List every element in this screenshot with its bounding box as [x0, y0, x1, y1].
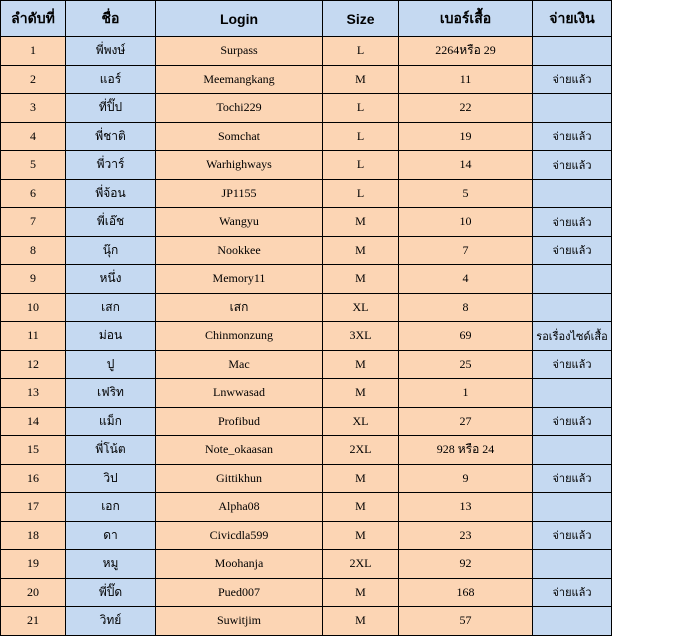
cell-name: วิป	[66, 464, 156, 493]
table-row	[1, 151, 612, 180]
cell-size: M	[323, 65, 399, 94]
cell-shirt-number: 5	[399, 179, 533, 208]
header-size: Size	[323, 1, 399, 37]
cell-name: พี่ปิ๊ด	[66, 578, 156, 607]
cell-name: ม่อน	[66, 322, 156, 351]
table-row	[1, 236, 612, 265]
cell-shirt-number: 4	[399, 265, 533, 294]
cell-payment	[533, 493, 612, 522]
table-row	[1, 407, 612, 436]
cell-size: L	[323, 179, 399, 208]
cell-name: พี่ชาติ	[66, 122, 156, 151]
cell-login: Somchat	[156, 122, 323, 151]
cell-size: L	[323, 94, 399, 123]
cell-payment: จ่ายแล้ว	[533, 122, 612, 151]
cell-shirt-number: 7	[399, 236, 533, 265]
cell-shirt-number: 25	[399, 350, 533, 379]
cell-size: M	[323, 208, 399, 237]
cell-login: Civicdla599	[156, 521, 323, 550]
cell-payment: จ่ายแล้ว	[533, 464, 612, 493]
cell-login: Note_okaasan	[156, 436, 323, 465]
cell-login: Tochi229	[156, 94, 323, 123]
cell-order-number: 13	[1, 379, 66, 408]
table-row	[1, 122, 612, 151]
header-order-number: ลำดับที่	[1, 1, 66, 37]
cell-login: Pued007	[156, 578, 323, 607]
cell-size: M	[323, 578, 399, 607]
cell-shirt-number: 928 หรือ 24	[399, 436, 533, 465]
table-row	[1, 265, 612, 294]
cell-order-number: 20	[1, 578, 66, 607]
cell-login: Wangyu	[156, 208, 323, 237]
cell-size: M	[323, 493, 399, 522]
cell-name: พี่วาร์	[66, 151, 156, 180]
cell-size: 2XL	[323, 436, 399, 465]
cell-payment	[533, 265, 612, 294]
cell-shirt-number: 19	[399, 122, 533, 151]
cell-shirt-number: 22	[399, 94, 533, 123]
cell-shirt-number: 92	[399, 550, 533, 579]
table-row	[1, 37, 612, 66]
cell-login: Alpha08	[156, 493, 323, 522]
cell-name: พี่เอ๊ช	[66, 208, 156, 237]
cell-order-number: 8	[1, 236, 66, 265]
cell-login: Suwitjim	[156, 607, 323, 636]
table-row	[1, 179, 612, 208]
cell-login: Moohanja	[156, 550, 323, 579]
cell-order-number: 6	[1, 179, 66, 208]
table-row	[1, 208, 612, 237]
cell-name: พี่พงษ์	[66, 37, 156, 66]
cell-payment: จ่ายแล้ว	[533, 65, 612, 94]
table-row	[1, 464, 612, 493]
cell-name: แม็ก	[66, 407, 156, 436]
header-name: ชื่อ	[66, 1, 156, 37]
cell-order-number: 1	[1, 37, 66, 66]
cell-size: 2XL	[323, 550, 399, 579]
cell-login: Nookkee	[156, 236, 323, 265]
cell-name: หมู	[66, 550, 156, 579]
cell-order-number: 18	[1, 521, 66, 550]
cell-order-number: 19	[1, 550, 66, 579]
cell-order-number: 3	[1, 94, 66, 123]
cell-size: 3XL	[323, 322, 399, 351]
table-row	[1, 293, 612, 322]
cell-order-number: 16	[1, 464, 66, 493]
cell-payment	[533, 379, 612, 408]
cell-payment: จ่ายแล้ว	[533, 521, 612, 550]
cell-size: M	[323, 379, 399, 408]
cell-size: M	[323, 464, 399, 493]
cell-shirt-number: 23	[399, 521, 533, 550]
cell-shirt-number: 69	[399, 322, 533, 351]
cell-order-number: 5	[1, 151, 66, 180]
cell-name: แอร์	[66, 65, 156, 94]
cell-login: Mac	[156, 350, 323, 379]
cell-login: Warhighways	[156, 151, 323, 180]
cell-size: L	[323, 122, 399, 151]
cell-shirt-number: 168	[399, 578, 533, 607]
cell-payment: จ่ายแล้ว	[533, 578, 612, 607]
cell-payment: รอเรื่องไซด์เสื้อ	[533, 322, 612, 351]
cell-name: วิทย์	[66, 607, 156, 636]
cell-order-number: 17	[1, 493, 66, 522]
table-row	[1, 379, 612, 408]
cell-name: นุ๊ก	[66, 236, 156, 265]
header-login: Login	[156, 1, 323, 37]
cell-payment: จ่ายแล้ว	[533, 407, 612, 436]
cell-login: Profibud	[156, 407, 323, 436]
cell-order-number: 4	[1, 122, 66, 151]
cell-size: XL	[323, 293, 399, 322]
cell-shirt-number: 57	[399, 607, 533, 636]
cell-login: Memory11	[156, 265, 323, 294]
header-payment: จ่ายเงิน	[533, 1, 612, 37]
cell-payment	[533, 550, 612, 579]
cell-size: M	[323, 521, 399, 550]
table-row	[1, 65, 612, 94]
cell-order-number: 21	[1, 607, 66, 636]
table-row	[1, 578, 612, 607]
cell-name: พี่โน้ต	[66, 436, 156, 465]
cell-order-number: 14	[1, 407, 66, 436]
table-row	[1, 436, 612, 465]
cell-size: XL	[323, 407, 399, 436]
cell-name: พี่จ้อน	[66, 179, 156, 208]
cell-name: เอก	[66, 493, 156, 522]
table-row	[1, 322, 612, 351]
cell-name: ปู	[66, 350, 156, 379]
cell-login: Chinmonzung	[156, 322, 323, 351]
cell-name: เฟริท	[66, 379, 156, 408]
cell-shirt-number: 8	[399, 293, 533, 322]
cell-payment: จ่ายแล้ว	[533, 208, 612, 237]
cell-shirt-number: 14	[399, 151, 533, 180]
cell-login: JP1155	[156, 179, 323, 208]
header-row	[1, 1, 612, 37]
cell-payment	[533, 94, 612, 123]
cell-login: Meemangkang	[156, 65, 323, 94]
cell-login: Gittikhun	[156, 464, 323, 493]
cell-name: ที่ปิ๊ป	[66, 94, 156, 123]
cell-size: L	[323, 37, 399, 66]
cell-shirt-number: 9	[399, 464, 533, 493]
cell-size: M	[323, 350, 399, 379]
cell-name: ดา	[66, 521, 156, 550]
cell-login: Lnwwasad	[156, 379, 323, 408]
cell-payment	[533, 37, 612, 66]
cell-login: เสก	[156, 293, 323, 322]
cell-order-number: 2	[1, 65, 66, 94]
cell-payment: จ่ายแล้ว	[533, 151, 612, 180]
header-shirt-number: เบอร์เสื้อ	[399, 1, 533, 37]
cell-shirt-number: 2264หรือ 29	[399, 37, 533, 66]
cell-payment	[533, 293, 612, 322]
cell-payment	[533, 179, 612, 208]
table-row	[1, 550, 612, 579]
cell-shirt-number: 27	[399, 407, 533, 436]
cell-shirt-number: 10	[399, 208, 533, 237]
cell-payment: จ่ายแล้ว	[533, 350, 612, 379]
table-row	[1, 94, 612, 123]
cell-order-number: 7	[1, 208, 66, 237]
cell-order-number: 9	[1, 265, 66, 294]
cell-shirt-number: 1	[399, 379, 533, 408]
cell-order-number: 10	[1, 293, 66, 322]
cell-name: เสก	[66, 293, 156, 322]
cell-payment	[533, 436, 612, 465]
table-row	[1, 521, 612, 550]
cell-name: หนึ่ง	[66, 265, 156, 294]
table-row	[1, 350, 612, 379]
cell-size: L	[323, 151, 399, 180]
cell-order-number: 11	[1, 322, 66, 351]
cell-size: M	[323, 607, 399, 636]
table-body	[1, 37, 612, 636]
cell-payment: จ่ายแล้ว	[533, 236, 612, 265]
cell-size: M	[323, 236, 399, 265]
cell-order-number: 12	[1, 350, 66, 379]
cell-shirt-number: 11	[399, 65, 533, 94]
cell-login: Surpass	[156, 37, 323, 66]
cell-shirt-number: 13	[399, 493, 533, 522]
cell-size: M	[323, 265, 399, 294]
cell-order-number: 15	[1, 436, 66, 465]
table-row	[1, 493, 612, 522]
